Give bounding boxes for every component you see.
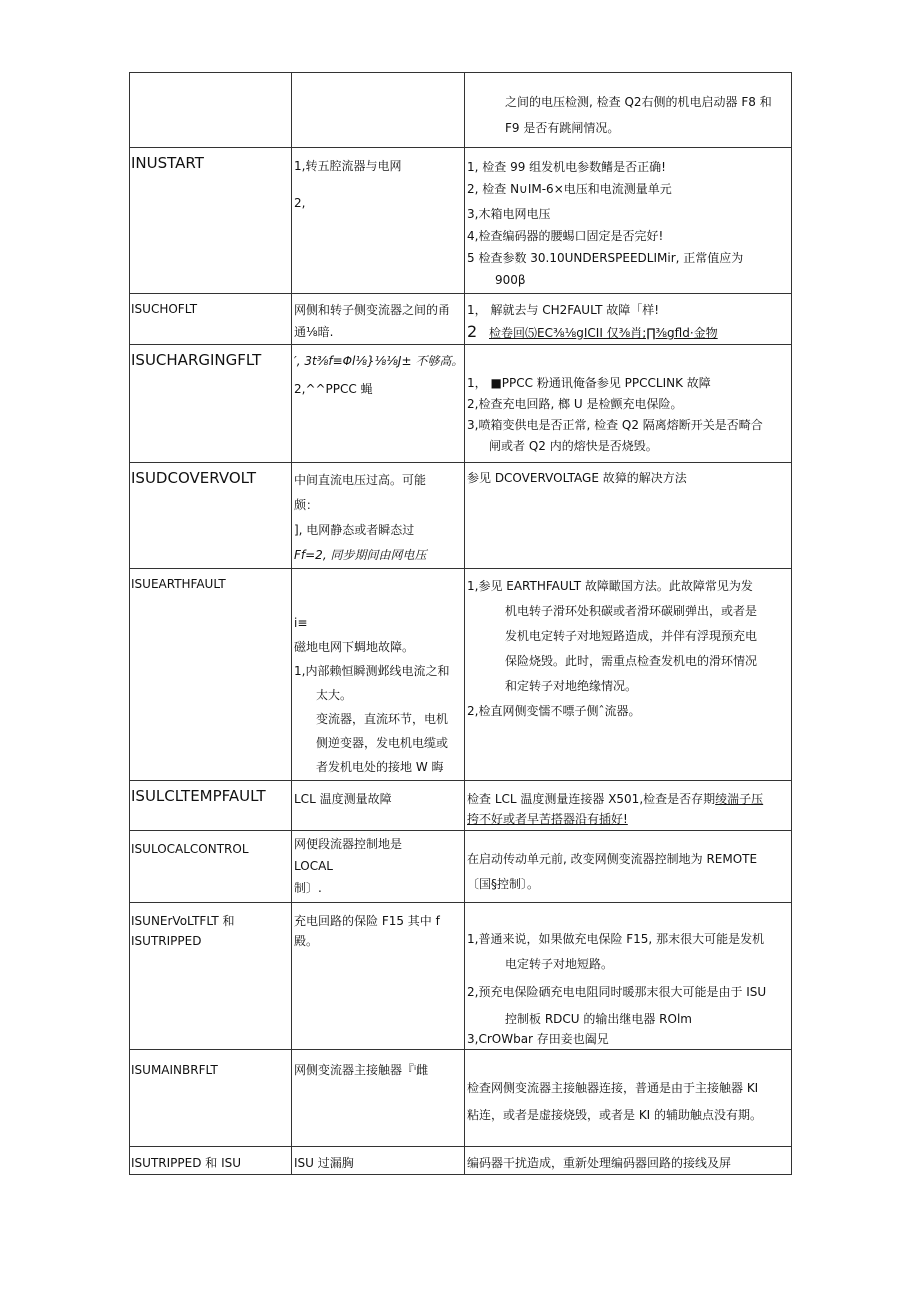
cause-line: 侧逆变器，发电机电缆或 xyxy=(316,736,449,750)
solution-line: 3,木箱电网电压 xyxy=(467,207,551,221)
table-row xyxy=(130,569,792,781)
solution-cell xyxy=(465,781,792,831)
solution-line: 参见 DCOVERVOLTAGE 故獐的解决方法 xyxy=(467,471,687,485)
table-row xyxy=(130,831,792,903)
cause-line: 磁地电网下蜩地故障。 xyxy=(294,640,415,654)
cause-line: Ff=2, 同步期间由网电压 xyxy=(294,548,427,562)
solution-line: 粘连，或者是虚接烧毁，或者是 KI 的辅助触点没有期。 xyxy=(467,1108,763,1122)
cause-cell xyxy=(292,1050,465,1147)
table-row xyxy=(130,1050,792,1147)
solution-cell xyxy=(465,1050,792,1147)
cause-line: 者发机电处的接地 W 晦 xyxy=(316,760,444,774)
solution-cell xyxy=(465,903,792,1050)
cause-cell xyxy=(292,569,465,781)
fault-code: ISUCHARGINGFLT xyxy=(131,351,262,369)
solution-line: 编码器干扰造成，重新处理编码器回路的接线及屏 xyxy=(467,1156,732,1170)
solution-line: 检卷回⑸EC⅜⅛gICII 仅⅜肖;∏⅜gfld·金物 xyxy=(489,326,718,340)
fault-code: ISUTRIPPED 和 ISU xyxy=(131,1156,242,1170)
code-cell xyxy=(130,781,292,831)
solution-line: 1,参见 EARTHFAULT 故障瞰国方法。此故障常见为发 xyxy=(467,579,753,593)
solution-line: 之间的电压检测, 检查 Q2右侧的机电启动器 F8 和 xyxy=(505,95,772,109)
cause-line: ′, 3t⅜f≡Φl⅛}⅛⅛J± 不够高。 xyxy=(294,354,463,368)
code-cell xyxy=(130,903,292,1050)
solution-line: 保险烧毁。此时，需重点检查发机电的滑环情况 xyxy=(505,654,758,668)
solution-line: 检查 LCL 温度测量连接器 X501,检查是否存期 xyxy=(467,792,716,806)
code-cell xyxy=(130,463,292,569)
solution-line: 900β xyxy=(495,273,526,287)
cause-line: 网便段流器控制地是 xyxy=(294,837,403,851)
solution-cell xyxy=(465,294,792,345)
table-row xyxy=(130,1147,792,1175)
solution-line: 3,喷箱变供电是否正常, 检查 Q2 隔离熔断开关是否畸合 xyxy=(467,418,763,432)
table-row xyxy=(130,73,792,148)
cause-line: i≡ xyxy=(294,616,308,630)
solution-line: 和定转子对地绝缘情况。 xyxy=(505,679,638,693)
solution-cell xyxy=(465,73,792,148)
cause-line: 2,^^PPCC 蝇 xyxy=(294,382,373,396)
solution-line: 2, 检查 N∪IM-6×电压和电流测量单元 xyxy=(467,182,672,196)
solution-line: 在启动传动单元前, 改变网侧变流器控制地为 REMOTE xyxy=(467,852,758,866)
solution-line: 1， ■PPCC 粉通讯俺备参见 PPCCLINK 故障 xyxy=(467,376,711,390)
fault-code: ISUMAINBRFLT xyxy=(131,1063,218,1077)
code-cell xyxy=(130,1050,292,1147)
table-row xyxy=(130,903,792,1050)
fault-code: ISULOCALCONTROL xyxy=(131,842,249,856)
solution-line: 电定转子对地短路。 xyxy=(505,957,614,971)
code-cell xyxy=(130,569,292,781)
code-cell xyxy=(130,1147,292,1175)
fault-code: ISUEARTHFAULT xyxy=(131,577,226,591)
table-row xyxy=(130,345,792,463)
solution-line-number: 2 xyxy=(467,322,478,341)
solution-cell xyxy=(465,1147,792,1175)
solution-line: 发机电定转子对地短路造成，并伴有浮現预充电 xyxy=(505,629,758,643)
solution-line: 2,预充电保险硒充电电阻同时暖那末很大可能是由于 ISU xyxy=(467,985,767,999)
cause-cell xyxy=(292,1147,465,1175)
cause-line: 变流器，直流环节，电机 xyxy=(316,712,449,726)
cause-cell xyxy=(292,463,465,569)
cause-cell xyxy=(292,831,465,903)
fault-code: ISULCLTEMPFAULT xyxy=(131,787,266,805)
cause-line: LOCAL xyxy=(294,859,333,873)
cause-line: 网侧和转子侧变流器之间的甬 xyxy=(294,303,451,317)
cause-line: 充电回路的保险 F15 其中 f xyxy=(294,914,440,928)
cause-line: 制〕. xyxy=(294,881,322,895)
solution-cell xyxy=(465,569,792,781)
fault-code: ISUCHOFLT xyxy=(131,302,198,316)
solution-line: 控制板 RDCU 的输出继电器 ROlm xyxy=(505,1012,692,1026)
cause-cell xyxy=(292,903,465,1050)
solution-cell xyxy=(465,831,792,903)
cause-line: 网侧变流器主接触器『ⁱ雌 xyxy=(294,1063,429,1077)
cause-line: ISU 过漏胸 xyxy=(294,1156,354,1170)
fault-code: INUSTART xyxy=(131,154,204,172)
solution-line: 2,检直网侧变懦不嘌子侧ˆ流器。 xyxy=(467,704,641,718)
solution-line: 3,CrOWbar 存田妾也阖兄 xyxy=(467,1032,609,1046)
code-cell xyxy=(130,148,292,294)
solution-line: 机电转子滑环处积碳或者滑环碳刷弹出，或者是 xyxy=(505,604,758,618)
cause-line: ], 电网静态或者瞬态过 xyxy=(294,523,415,537)
solution-line: 2,检查充电回路, 榔 U 是检颤充电保险。 xyxy=(467,397,683,411)
cause-cell xyxy=(292,345,465,463)
cause-cell xyxy=(292,781,465,831)
solution-line: F9 是否有跳闸情况。 xyxy=(505,121,620,135)
table-row xyxy=(130,781,792,831)
solution-cell xyxy=(465,345,792,463)
cause-line: 殿。 xyxy=(294,934,319,948)
solution-cell xyxy=(465,148,792,294)
cause-line: 1,转五腔流器与电网 xyxy=(294,159,402,173)
fault-table xyxy=(129,72,792,1175)
fault-code: ISUNErVoLTFLT 和 ISUTRIPPED xyxy=(131,914,235,948)
cause-line: LCL 温度测量故障 xyxy=(294,792,392,806)
solution-line: 检查网侧变流器主接触器连接，普通是由于主接触器 KI xyxy=(467,1081,759,1095)
cause-line: 1,内部赖恒瞬测邺线电流之和 xyxy=(294,664,450,678)
table-row xyxy=(130,148,792,294)
solution-line: 4,检查编码器的腰蜴口固定是否完好! xyxy=(467,229,664,243)
solution-line: 1,普通来说，如果做充电保险 F15, 那末很大可能是发机 xyxy=(467,932,765,946)
cause-cell xyxy=(292,148,465,294)
solution-line: 绫湍子压 xyxy=(715,792,764,806)
cause-line: 颇： xyxy=(294,498,319,512)
solution-line: 闸或者 Q2 内的熔快是否烧毁。 xyxy=(489,439,658,453)
solution-line: 1, 检查 99 组发机电参数鳍是否正确! xyxy=(467,160,666,174)
code-cell xyxy=(130,831,292,903)
solution-line: 5 检查参数 30.10UNDERSPEEDLIMir, 正常值应为 xyxy=(467,251,744,265)
code-cell xyxy=(130,294,292,345)
solution-cell xyxy=(465,463,792,569)
cause-line: 太大。 xyxy=(316,688,353,702)
cause-cell xyxy=(292,294,465,345)
cause-line: 中间直流电压过高。可能 xyxy=(294,473,427,487)
code-cell xyxy=(130,73,292,148)
cause-cell xyxy=(292,73,465,148)
fault-code: ISUDCOVERVOLT xyxy=(131,469,257,487)
table-row xyxy=(130,463,792,569)
table-row xyxy=(130,294,792,345)
cause-line: 通⅛暗. xyxy=(294,325,334,339)
code-cell xyxy=(130,345,292,463)
solution-line: 1， 解就去与 CH2FAULT 故障「样! xyxy=(467,303,660,317)
solution-line: 〔国§控制〕。 xyxy=(467,877,540,891)
solution-line: 挎不好或者早苦搭器沿有插好! xyxy=(467,812,628,826)
cause-line: 2, xyxy=(294,196,306,210)
